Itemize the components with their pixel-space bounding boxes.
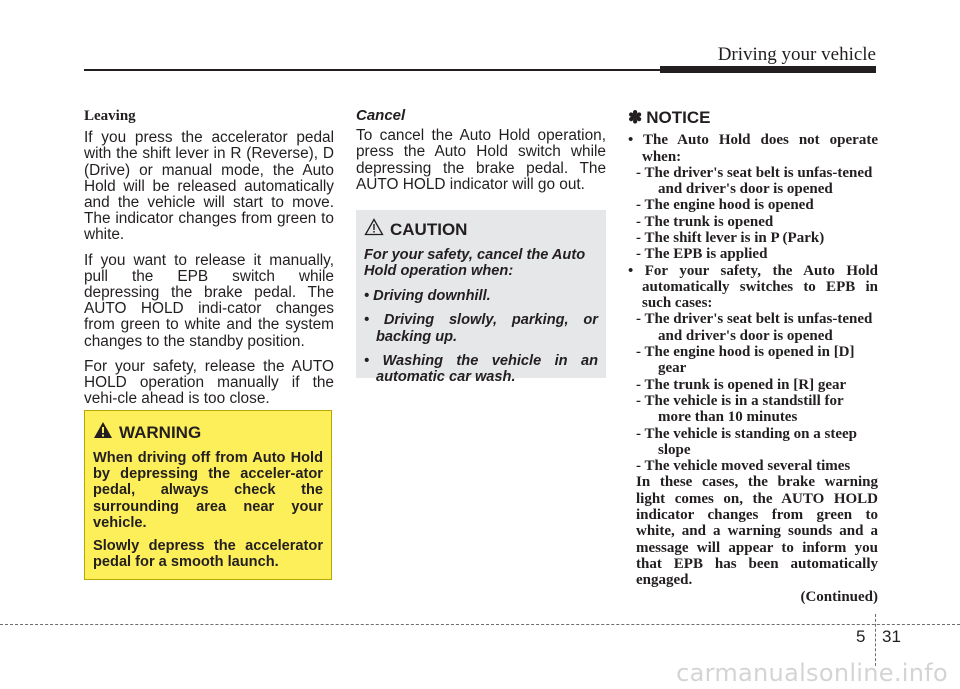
- continued-label: (Continued): [800, 588, 878, 605]
- notice-list-item: - The engine hood is opened in [D] gear: [636, 344, 855, 377]
- notice-list-item: - The engine hood is opened: [636, 197, 814, 214]
- notice-list-item: - The EPB is applied: [636, 246, 768, 263]
- warning-label: WARNING: [119, 422, 202, 442]
- notice-list-item: - The shift lever is in P (Park): [636, 229, 825, 246]
- right-column: [628, 108, 878, 605]
- caution-item: • Driving downhill.: [364, 287, 491, 304]
- notice-list-item: - The trunk is opened: [636, 213, 774, 230]
- notice-list-item: - The driver's seat belt is unfas-tened and driver's door is opened: [636, 311, 873, 344]
- notice-list-item: - The vehicle moved several times: [636, 458, 851, 475]
- asterisk-icon: ✽: [628, 108, 643, 127]
- leaving-paragraph: For your safety, release the AUTO HOLD operation manually if the vehi-cle ahead is too close.: [84, 357, 334, 408]
- leaving-paragraph: If you press the accelerator pedal with the shift lever in R (Reverse), D (Drive) or manual mode, the Auto Hold will be released automatically and the vehicle will start to move. The indicator changes from green to white.: [84, 129, 334, 244]
- notice-header: [628, 110, 878, 126]
- caution-header: [364, 218, 598, 241]
- section-title: Driving your vehicle: [717, 44, 876, 65]
- footer-rule: [0, 624, 960, 625]
- warning-header: [93, 421, 323, 444]
- middle-column: [356, 108, 606, 202]
- leaving-paragraph: If you want to release it manually, pull the EPB switch while depressing the brake pedal. The AUTO HOLD indi-cator changes from green to white and the system changes to the standby position.: [84, 251, 334, 350]
- cancel-paragraph: To cancel the Auto Hold operation, press the Auto Hold switch while depressing the brake pedal. The AUTO HOLD indicator will go out.: [356, 127, 606, 193]
- watermark: carmanualsonline.info: [676, 659, 948, 687]
- warning-text: Slowly depress the accelerator pedal for a smooth launch.: [93, 538, 323, 571]
- page-number: 31: [882, 627, 901, 646]
- chapter-number: 5: [856, 627, 866, 646]
- header-rule: [84, 69, 660, 71]
- leaving-heading: Leaving: [84, 108, 136, 124]
- warning-triangle-icon: [93, 421, 113, 444]
- header-rule-accent: [660, 66, 876, 73]
- warning-text: When driving off from Auto Hold by depressing the acceler-ator pedal, always check the surrounding area near your vehicle.: [93, 450, 323, 531]
- cancel-heading: Cancel: [356, 107, 406, 124]
- warning-box: [84, 410, 332, 580]
- caution-triangle-icon: [364, 218, 384, 241]
- caution-label: CAUTION: [390, 219, 468, 239]
- caution-list: [364, 288, 598, 386]
- caution-item: • Washing the vehicle in an automatic car wash.: [364, 353, 598, 386]
- notice-list-item: - The driver's seat belt is unfas-tened and driver's door is opened: [636, 164, 873, 198]
- notice-list-item: - The trunk is opened in [R] gear: [636, 376, 847, 393]
- caution-lead: For your safety, cancel the Auto Hold operation when:: [364, 247, 586, 280]
- caution-box: [356, 210, 606, 386]
- notice-list-item: - The vehicle is in a standstill for more than 10 minutes: [636, 392, 844, 426]
- notice-label: NOTICE: [646, 108, 711, 127]
- notice-bullet: • The Auto Hold does not operate when:: [628, 132, 878, 165]
- notice-bullet: • For your safety, the Auto Hold automatically switches to EPB in such cases:: [628, 262, 878, 312]
- notice-list-item: - The vehicle is standing on a steep slope: [636, 425, 857, 458]
- notice-closing: In these cases, the brake warning light comes on, the AUTO HOLD indicator changes from green to white, and a warning sounds and a message will appear to inform you that EPB has been automatically engaged.: [636, 474, 878, 589]
- caution-item: • Driving slowly, parking, or backing up.: [364, 312, 598, 345]
- left-column: [84, 108, 334, 416]
- notice-body: [628, 132, 878, 605]
